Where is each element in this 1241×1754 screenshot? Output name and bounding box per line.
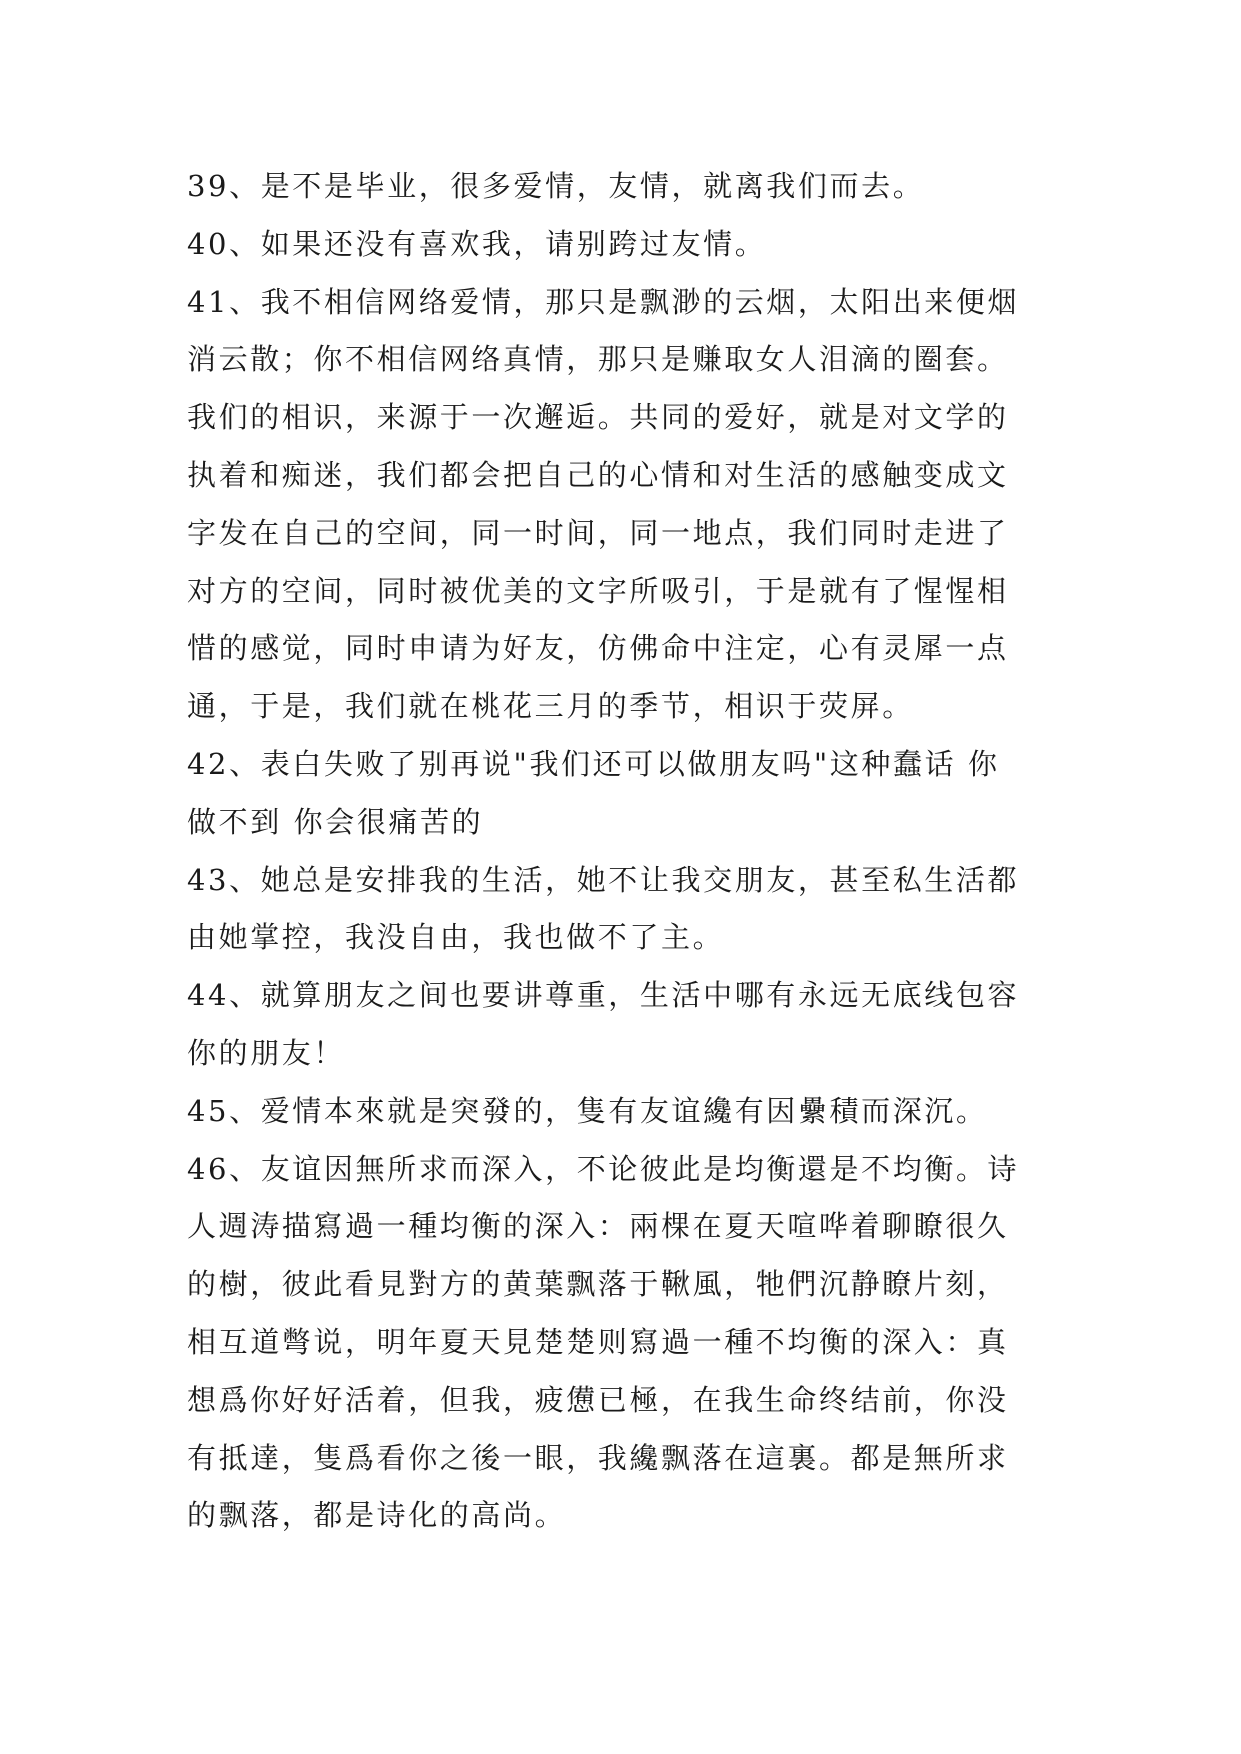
text-line: 我们的相识，来源于一次邂逅。共同的爱好，就是对文学的	[187, 400, 1009, 435]
text-line: 消云散；你不相信网络真情，那只是赚取女人泪滴的圈套。	[187, 342, 1009, 377]
text-line: 41、我不相信网络爱情，那只是飘渺的云烟，太阳出来便烟	[187, 284, 1020, 319]
text-line: 执着和痴迷，我们都会把自己的心情和对生活的感触变成文	[187, 457, 1009, 492]
text-line: 39、是不是毕业，很多爱情，友情，就离我们而去。	[187, 169, 925, 203]
entry-45	[187, 1083, 1067, 1141]
entry-39	[187, 158, 1067, 216]
entry-42	[187, 736, 1067, 852]
entry-41	[187, 274, 1067, 736]
text-line: 有抵達，隻爲看你之後一眼，我纔飘落在這裏。都是無所求	[187, 1440, 1009, 1475]
text-line: 对方的空间，同时被优美的文字所吸引，于是就有了惺惺相	[187, 573, 1009, 608]
text-line: 由她掌控，我没自由，我也做不了主。	[187, 920, 725, 955]
text-line: 做不到 你会很痛苦的	[187, 804, 484, 839]
text-line: 惜的感觉，同时申请为好友，仿佛命中注定，心有灵犀一点	[187, 631, 1009, 666]
text-line: 相互道彆说，明年夏天見楚楚则寫過一種不均衡的深入：真	[187, 1324, 1009, 1359]
text-line: 通，于是，我们就在桃花三月的季节，相识于荧屏。	[187, 689, 914, 724]
text-line: 的樹，彼此看見對方的黄葉飘落于鞦風，牠們沉静瞭片刻，	[187, 1267, 1009, 1302]
entry-43	[187, 852, 1067, 968]
document-body	[187, 158, 1067, 1545]
text-line: 的飘落，都是诗化的高尚。	[187, 1498, 567, 1533]
text-line: 46、友谊因無所求而深入，不论彼此是均衡還是不均衡。诗	[187, 1151, 1020, 1186]
text-line: 45、爱情本來就是突發的，隻有友谊纔有因纍積而深沉。	[187, 1093, 988, 1128]
text-line: 44、就算朋友之间也要讲尊重，生活中哪有永远无底线包容	[187, 978, 1020, 1013]
text-line: 人週涛描寫過一種均衡的深入：兩棵在夏天喧哗着聊瞭很久	[187, 1209, 1009, 1244]
entry-44	[187, 967, 1067, 1083]
entry-46	[187, 1141, 1067, 1546]
text-line: 字发在自己的空间，同一时间，同一地点，我们同时走进了	[187, 515, 1009, 550]
text-line: 40、如果还没有喜欢我，请别跨过友情。	[187, 226, 767, 261]
entry-40	[187, 216, 1067, 274]
text-line: 你的朋友！	[187, 1035, 346, 1070]
text-line: 42、表白失败了别再说"我们还可以做朋友吗"这种蠢话 你	[187, 746, 1000, 781]
text-line: 想爲你好好活着，但我，疲憊已極，在我生命终结前，你没	[187, 1382, 1009, 1417]
text-line: 43、她总是安排我的生活，她不让我交朋友，甚至私生活都	[187, 862, 1020, 897]
